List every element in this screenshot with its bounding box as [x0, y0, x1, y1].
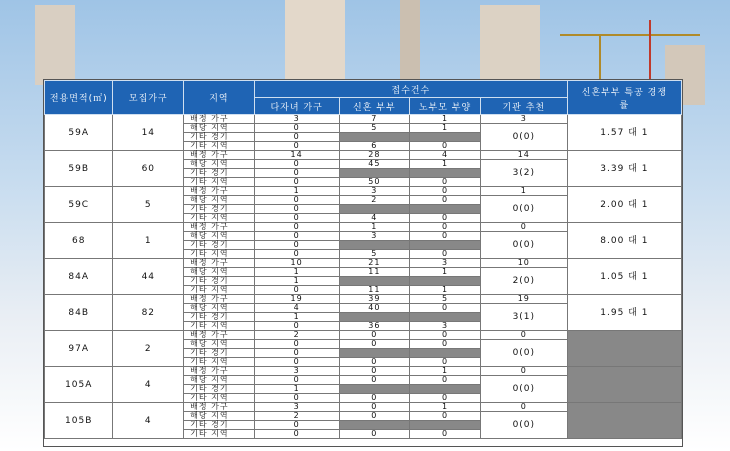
multi-child-value: 0: [254, 160, 339, 169]
institution-result: 0(0): [480, 412, 567, 439]
elderly-value: 3: [410, 259, 481, 268]
units-cell: 44: [113, 259, 184, 295]
multi-child-value: 0: [254, 142, 339, 151]
region-label: 기타 경기: [184, 133, 255, 142]
newlywed-value: 5: [339, 124, 410, 133]
competition-ratio: [567, 367, 681, 403]
region-label: 배정 가구: [184, 187, 255, 196]
institution-result: 3(2): [480, 160, 567, 187]
elderly-value: 0: [410, 142, 481, 151]
region-label: 기타 지역: [184, 250, 255, 259]
newlywed-value: 0: [339, 412, 410, 421]
institution-result: 0(0): [480, 124, 567, 151]
region-label: 해당 지역: [184, 268, 255, 277]
competition-ratio: 1.57 대 1: [567, 115, 681, 151]
units-cell: 4: [113, 367, 184, 403]
region-label: 기타 경기: [184, 385, 255, 394]
multi-child-value: 10: [254, 259, 339, 268]
elderly-value: 0: [410, 187, 481, 196]
region-label: 기타 경기: [184, 421, 255, 430]
competition-ratio: 2.00 대 1: [567, 187, 681, 223]
region-label: 기타 지역: [184, 286, 255, 295]
region-label: 해당 지역: [184, 232, 255, 241]
elderly-value: 0: [410, 178, 481, 187]
newlywed-value: 40: [339, 304, 410, 313]
header-elderly: 노부모 부양: [410, 98, 481, 115]
region-label: 해당 지역: [184, 304, 255, 313]
region-label: 배정 가구: [184, 295, 255, 304]
multi-child-value: 0: [254, 358, 339, 367]
competition-ratio: 1.95 대 1: [567, 295, 681, 331]
newlywed-value: 0: [339, 376, 410, 385]
elderly-value: 1: [410, 160, 481, 169]
institution-result: 0(0): [480, 196, 567, 223]
header-multi-child: 다자녀 가구: [254, 98, 339, 115]
elderly-value: 0: [410, 214, 481, 223]
institution-allocated: 19: [480, 295, 567, 304]
elderly-value: 0: [410, 331, 481, 340]
table-row: [45, 403, 682, 412]
newlywed-value: 21: [339, 259, 410, 268]
header-institution: 기관 추천: [480, 98, 567, 115]
table-row: [45, 367, 682, 376]
table-row: [45, 151, 682, 160]
multi-child-value: 3: [254, 115, 339, 124]
region-label: 기타 지역: [184, 322, 255, 331]
table-row: [45, 187, 682, 196]
multi-child-value: 0: [254, 394, 339, 403]
institution-allocated: 0: [480, 367, 567, 376]
institution-result: 3(1): [480, 304, 567, 331]
multi-child-value: 0: [254, 322, 339, 331]
region-label: 기타 지역: [184, 394, 255, 403]
multi-child-value: 1: [254, 268, 339, 277]
multi-child-value: 0: [254, 178, 339, 187]
multi-child-value: 0: [254, 205, 339, 214]
region-label: 배정 가구: [184, 403, 255, 412]
institution-result: 2(0): [480, 268, 567, 295]
area-cell: 59B: [45, 151, 113, 187]
multi-child-value: 1: [254, 277, 339, 286]
units-cell: 5: [113, 187, 184, 223]
newlywed-value: 3: [339, 232, 410, 241]
newlywed-value: 36: [339, 322, 410, 331]
region-label: 기타 지역: [184, 142, 255, 151]
multi-child-value: 0: [254, 133, 339, 142]
institution-allocated: 0: [480, 223, 567, 232]
multi-child-value: 1: [254, 385, 339, 394]
institution-result: 0(0): [480, 340, 567, 367]
region-label: 기타 지역: [184, 358, 255, 367]
multi-child-value: 0: [254, 349, 339, 358]
newlywed-value: 7: [339, 115, 410, 124]
multi-child-value: 4: [254, 304, 339, 313]
units-cell: 1: [113, 223, 184, 259]
region-label: 기타 지역: [184, 214, 255, 223]
multi-child-value: 0: [254, 196, 339, 205]
elderly-value: 1: [410, 124, 481, 133]
newlywed-value: 0: [339, 403, 410, 412]
area-cell: 84A: [45, 259, 113, 295]
multi-child-value: 2: [254, 331, 339, 340]
elderly-value: 1: [410, 115, 481, 124]
table-row: [45, 331, 682, 340]
multi-child-value: 0: [254, 376, 339, 385]
newlywed-value: 0: [339, 367, 410, 376]
region-label: 해당 지역: [184, 196, 255, 205]
elderly-value: 1: [410, 367, 481, 376]
table-row: [45, 223, 682, 232]
region-label: 기타 지역: [184, 430, 255, 439]
area-cell: 68: [45, 223, 113, 259]
newlywed-value: 28: [339, 151, 410, 160]
header-newlywed: 신혼 부부: [339, 98, 410, 115]
elderly-value: 0: [410, 232, 481, 241]
competition-ratio: [567, 331, 681, 367]
competition-ratio: 8.00 대 1: [567, 223, 681, 259]
newlywed-value: 5: [339, 250, 410, 259]
newlywed-value: 0: [339, 358, 410, 367]
multi-child-value: 14: [254, 151, 339, 160]
newlywed-value: 39: [339, 295, 410, 304]
multi-child-value: 3: [254, 403, 339, 412]
header-region: 지역: [184, 81, 255, 115]
area-cell: 105A: [45, 367, 113, 403]
multi-child-value: 2: [254, 412, 339, 421]
region-label: 기타 경기: [184, 241, 255, 250]
institution-allocated: 14: [480, 151, 567, 160]
elderly-value: 0: [410, 304, 481, 313]
units-cell: 82: [113, 295, 184, 331]
institution-result: 0(0): [480, 376, 567, 403]
elderly-value: 1: [410, 268, 481, 277]
multi-child-value: 0: [254, 232, 339, 241]
multi-child-value: 1: [254, 187, 339, 196]
newlywed-value: 0: [339, 340, 410, 349]
header-competition: 신혼부부 특공 경쟁률: [567, 81, 681, 115]
institution-allocated: 0: [480, 331, 567, 340]
multi-child-value: 0: [254, 214, 339, 223]
newlywed-value: 11: [339, 268, 410, 277]
region-label: 배정 가구: [184, 115, 255, 124]
area-cell: 105B: [45, 403, 113, 439]
elderly-value: 0: [410, 358, 481, 367]
region-label: 기타 경기: [184, 349, 255, 358]
newlywed-value: 6: [339, 142, 410, 151]
elderly-value: 0: [410, 412, 481, 421]
units-cell: 2: [113, 331, 184, 367]
region-label: 해당 지역: [184, 340, 255, 349]
institution-result: 0(0): [480, 232, 567, 259]
elderly-value: 0: [410, 430, 481, 439]
elderly-value: 0: [410, 250, 481, 259]
header-applications: 접수건수: [254, 81, 567, 98]
units-cell: 14: [113, 115, 184, 151]
institution-allocated: 0: [480, 403, 567, 412]
multi-child-value: 1: [254, 313, 339, 322]
region-label: 기타 경기: [184, 277, 255, 286]
header-area: 전용면적(㎡): [45, 81, 113, 115]
multi-child-value: 3: [254, 367, 339, 376]
institution-allocated: 3: [480, 115, 567, 124]
competition-ratio: 3.39 대 1: [567, 151, 681, 187]
elderly-value: 4: [410, 151, 481, 160]
region-label: 기타 경기: [184, 169, 255, 178]
multi-child-value: 0: [254, 421, 339, 430]
elderly-value: 0: [410, 340, 481, 349]
table-row: [45, 115, 682, 124]
region-label: 배정 가구: [184, 331, 255, 340]
multi-child-value: 19: [254, 295, 339, 304]
elderly-value: 0: [410, 376, 481, 385]
newlywed-value: 0: [339, 430, 410, 439]
region-label: 기타 지역: [184, 178, 255, 187]
region-label: 배정 가구: [184, 259, 255, 268]
multi-child-value: 0: [254, 223, 339, 232]
region-label: 배정 가구: [184, 223, 255, 232]
region-label: 배정 가구: [184, 151, 255, 160]
multi-child-value: 0: [254, 430, 339, 439]
elderly-value: 3: [410, 322, 481, 331]
competition-ratio: [567, 403, 681, 439]
competition-ratio: 1.05 대 1: [567, 259, 681, 295]
units-cell: 60: [113, 151, 184, 187]
elderly-value: 0: [410, 223, 481, 232]
region-label: 해당 지역: [184, 412, 255, 421]
multi-child-value: 0: [254, 241, 339, 250]
multi-child-value: 0: [254, 169, 339, 178]
newlywed-value: 50: [339, 178, 410, 187]
application-results-table: [43, 79, 683, 447]
area-cell: 84B: [45, 295, 113, 331]
newlywed-value: 1: [339, 223, 410, 232]
area-cell: 97A: [45, 331, 113, 367]
region-label: 기타 경기: [184, 205, 255, 214]
institution-allocated: 1: [480, 187, 567, 196]
newlywed-value: 45: [339, 160, 410, 169]
table-row: [45, 295, 682, 304]
elderly-value: 1: [410, 286, 481, 295]
newlywed-value: 0: [339, 394, 410, 403]
region-label: 해당 지역: [184, 124, 255, 133]
area-cell: 59A: [45, 115, 113, 151]
elderly-value: 0: [410, 196, 481, 205]
units-cell: 4: [113, 403, 184, 439]
newlywed-value: 4: [339, 214, 410, 223]
elderly-value: 1: [410, 403, 481, 412]
multi-child-value: 0: [254, 124, 339, 133]
header-units: 모집가구: [113, 81, 184, 115]
institution-allocated: 10: [480, 259, 567, 268]
multi-child-value: 0: [254, 286, 339, 295]
multi-child-value: 0: [254, 250, 339, 259]
newlywed-value: 0: [339, 331, 410, 340]
elderly-value: 0: [410, 394, 481, 403]
region-label: 배정 가구: [184, 367, 255, 376]
region-label: 해당 지역: [184, 376, 255, 385]
table-row: [45, 259, 682, 268]
region-label: 해당 지역: [184, 160, 255, 169]
newlywed-value: 3: [339, 187, 410, 196]
newlywed-value: 2: [339, 196, 410, 205]
elderly-value: 5: [410, 295, 481, 304]
newlywed-value: 11: [339, 286, 410, 295]
area-cell: 59C: [45, 187, 113, 223]
multi-child-value: 0: [254, 340, 339, 349]
region-label: 기타 경기: [184, 313, 255, 322]
